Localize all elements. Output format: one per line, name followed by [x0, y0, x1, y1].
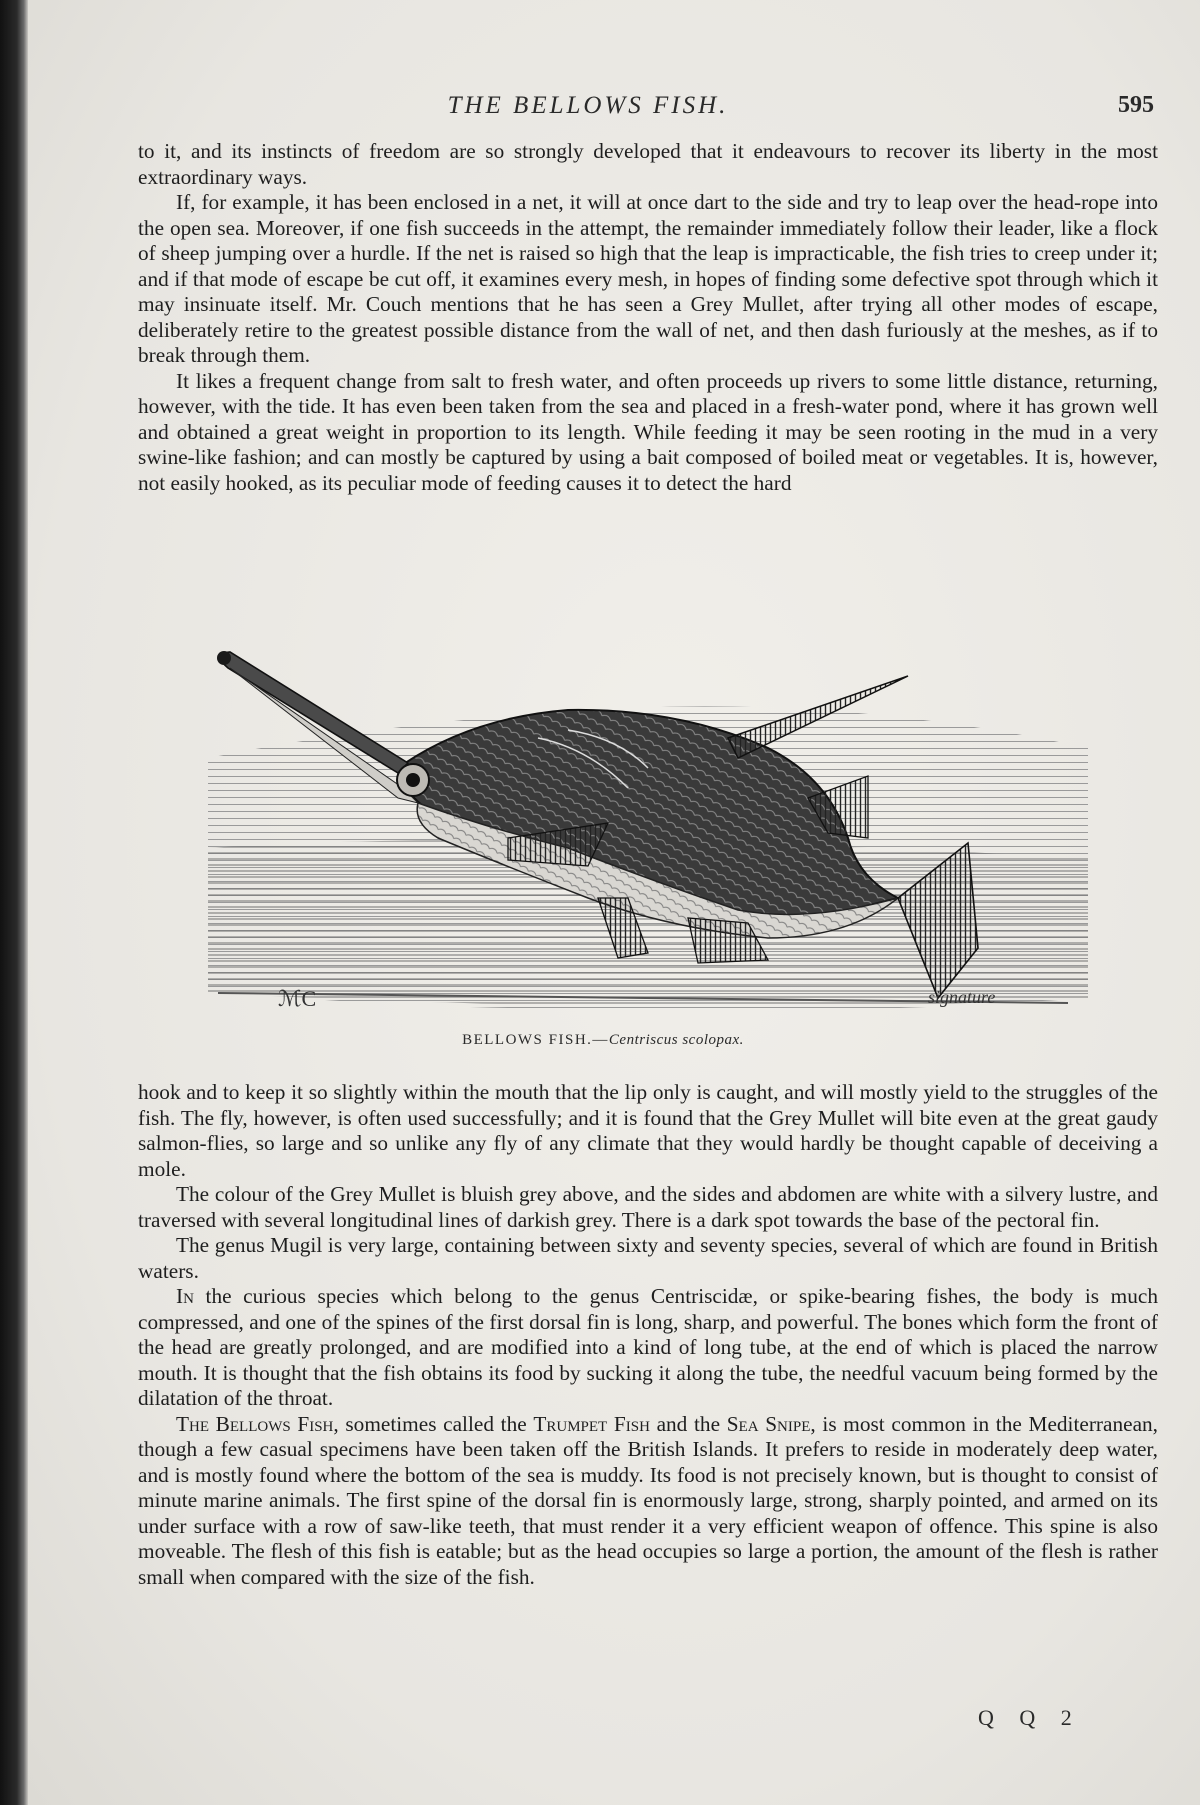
page-number: 595 — [1118, 92, 1154, 118]
paragraph-centriscidae — [138, 1284, 1158, 1412]
paragraph-text: , sometimes called the — [333, 1411, 534, 1436]
bellows-fish-illustration — [208, 598, 1088, 1028]
caption-title: BELLOWS FISH.— — [462, 1032, 609, 1048]
paragraph: The colour of the Grey Mullet is bluish grey above, and the sides and abdomen are white with a silvery lustre, and traversed with several longitudinal lines of darkish grey. There is a dark spot towards the base of the pectoral fin. — [138, 1182, 1158, 1232]
paragraph-body: the curious species which belong to the genus Centriscidæ, or spike-bearing fishes, the body is much compressed, and one of the spines of the first dorsal fin is long, sharp, and powerful. The bones which form the front of the head are greatly prolonged, and are modified into a kind of long tube, at the end of which is placed the narrow mouth. It is thought that the fish obtains its food by sucking it along the tube, the needful vacuum being formed by the dilatation of the throat. — [138, 1284, 1158, 1410]
figure-caption — [28, 1032, 1178, 1049]
running-title: THE BELLOWS FISH. — [447, 92, 729, 119]
signature-mark: Q Q 2 — [978, 1705, 1082, 1730]
lead-term: The Bellows Fish — [176, 1411, 334, 1436]
paragraph: hook and to keep it so slightly within the mouth that the lip only is caught, and will mostly yield to the struggles of the fish. The fly, however, is often used successfully; and it is found that the Grey Mullet will bite even at the great gaudy salmon-flies, so large and so unlike any fly of any climate that they would hardly be thought capable of deceiving a mole. — [138, 1080, 1158, 1181]
paragraph: It likes a frequent change from salt to fresh water, and often proceeds up rivers to some little distance, returning, however, with the tide. It has even been taken from the sea and placed in a fresh-water pond, where it has grown well and obtained a great weight in proportion to its length. While feeding it may be seen rooting in the mud in a very swine-like fashion; and can mostly be captured by using a bait composed of boiled meat or vegetables. It is, however, not easily hooked, as its peculiar mode of feeding causes it to detect the hard — [138, 368, 1158, 495]
term-trumpet-fish: Trumpet Fish — [533, 1411, 650, 1436]
term-sea-snipe: Sea Snipe — [726, 1411, 811, 1436]
text-column-bottom — [138, 1080, 1158, 1590]
caption-species: Centriscus scolopax. — [608, 1032, 744, 1048]
text-column-top — [138, 139, 1158, 496]
paragraph: If, for example, it has been enclosed in a net, it will at once dart to the side and try to leap over the head-rope into the open sea. Moreover, if one fish succeeds in the attempt, the remainder immediately follow their leader, like a flock of sheep jumping over a hurdle. If the net is raised so high that the leap is impracticable, the fish tries to creep under it; and if that mode of escape be cut off, it examines every mesh, in hopes of finding some defective spot through which it may insinuate itself. Mr. Couch mentions that he has seen a Grey Mullet, after trying all other modes of escape, deliberately retire to the greatest possible distance from the wall of net, and then dash furiously at the meshes, as if to break through them. — [138, 190, 1158, 367]
paragraph-text: and the — [649, 1411, 727, 1436]
svg-text:signature: signature — [928, 987, 996, 1007]
paragraph: The genus Mugil is very large, containing between sixty and seventy species, several of which are found in British waters. — [138, 1233, 1158, 1283]
book-spine-shadow — [0, 0, 28, 1805]
paragraph-text: , is most common in the Mediterranean, though a few casual specimens have been taken off the British Islands. It prefers to reside in moderately deep water, and is mostly found where the bottom of the sea is muddy. Its food is not precisely known, but is thought to consist of minute marine animals. The first spine of the dorsal fin is enormously large, strong, sharply pointed, and armed on its under surface with a row of saw-like teeth, that must render it a very efficient weapon of offence. This spine is also moveable. The flesh of this fish is eatable; but as the head occupies so large a portion, the amount of the flesh is rather small when compared with the size of the fish. — [138, 1411, 1158, 1589]
svg-text:ℳC: ℳC — [278, 986, 317, 1011]
lead-word: In — [176, 1284, 194, 1308]
paragraph-bellows-fish — [138, 1412, 1158, 1591]
book-page — [28, 0, 1200, 1805]
paragraph: to it, and its instincts of freedom are so strongly developed that it endeavours to recover its liberty in the most extraordinary ways. — [138, 139, 1158, 189]
